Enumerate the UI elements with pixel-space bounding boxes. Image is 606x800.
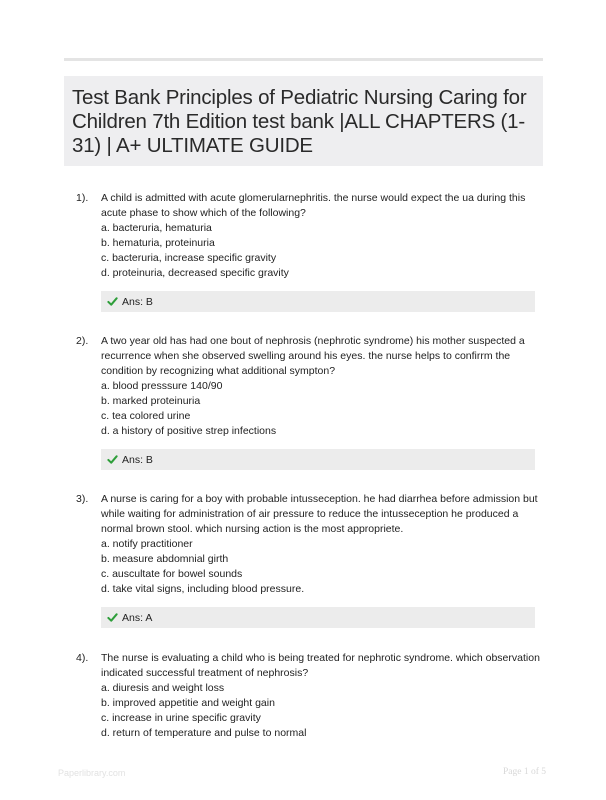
option-a: a. diuresis and weight loss xyxy=(101,682,225,694)
page-number: Page 1 of 5 xyxy=(502,767,546,777)
question-stem: A child is admitted with acute glomerularnephritis. the nurse would expect the ua during this acute phase to show which of the following? xyxy=(101,192,526,219)
answer-text: Ans: B xyxy=(122,453,153,466)
title-box xyxy=(64,76,543,166)
question-stem: A nurse is caring for a boy with probable intusseception. he had diarrhea before admission but while waiting for administration of air pressure to reduce the intusseception he produced a normal brown stool. which nursing action is the most appropriete. xyxy=(101,493,538,535)
option-c: c. increase in urine specific gravity xyxy=(101,712,261,724)
question-number: 4). xyxy=(76,652,89,664)
question-number: 1). xyxy=(76,192,89,204)
check-icon xyxy=(107,454,118,465)
option-a: a. blood presssure 140/90 xyxy=(101,380,223,392)
option-b: b. hematuria, proteinuria xyxy=(101,237,215,249)
option-a: a. bacteruria, hematuria xyxy=(101,222,212,234)
option-b: b. marked proteinuria xyxy=(101,395,201,407)
option-d: d. a history of positive strep infections xyxy=(101,425,277,437)
answer-bar xyxy=(101,449,535,470)
question-stem: The nurse is evaluating a child who is being treated for nephrotic syndrome. which observation indicated successful treatment of nephrosis? xyxy=(101,652,540,679)
document-title: Test Bank Principles of Pediatric Nursing Caring for Children 7th Edition test bank |ALL CHAPTERS (1-31) | A+ ULTIMATE GUIDE xyxy=(72,86,527,157)
footer-site-watermark: Paperlibrary.com xyxy=(58,768,126,778)
option-d: d. return of temperature and pulse to normal xyxy=(101,727,307,739)
option-c: c. tea colored urine xyxy=(101,410,191,422)
check-icon xyxy=(107,296,118,307)
option-a: a. notify practitioner xyxy=(101,538,193,550)
question-number: 3). xyxy=(76,493,89,505)
question-number: 2). xyxy=(76,335,89,347)
answer-bar xyxy=(101,607,535,628)
option-b: b. improved appetitie and weight gain xyxy=(101,697,275,709)
top-rule xyxy=(64,58,543,61)
question-stem: A two year old has had one bout of nephrosis (nephrotic syndrome) his mother suspected a recurrence when she observed swelling around his eyes. the nurse helps to confirrm the condition by recognizing what additional sympton? xyxy=(101,335,525,377)
option-d: d. take vital signs, including blood pressure. xyxy=(101,583,305,595)
check-icon xyxy=(107,612,118,623)
option-d: d. proteinuria, decreased specific gravity xyxy=(101,267,289,279)
answer-bar xyxy=(101,291,535,312)
option-b: b. measure abdomnial girth xyxy=(101,553,229,565)
option-c: c. auscultate for bowel sounds xyxy=(101,568,243,580)
answer-text: Ans: B xyxy=(122,295,153,308)
option-c: c. bacteruria, increase specific gravity xyxy=(101,252,277,264)
answer-text: Ans: A xyxy=(122,611,153,624)
